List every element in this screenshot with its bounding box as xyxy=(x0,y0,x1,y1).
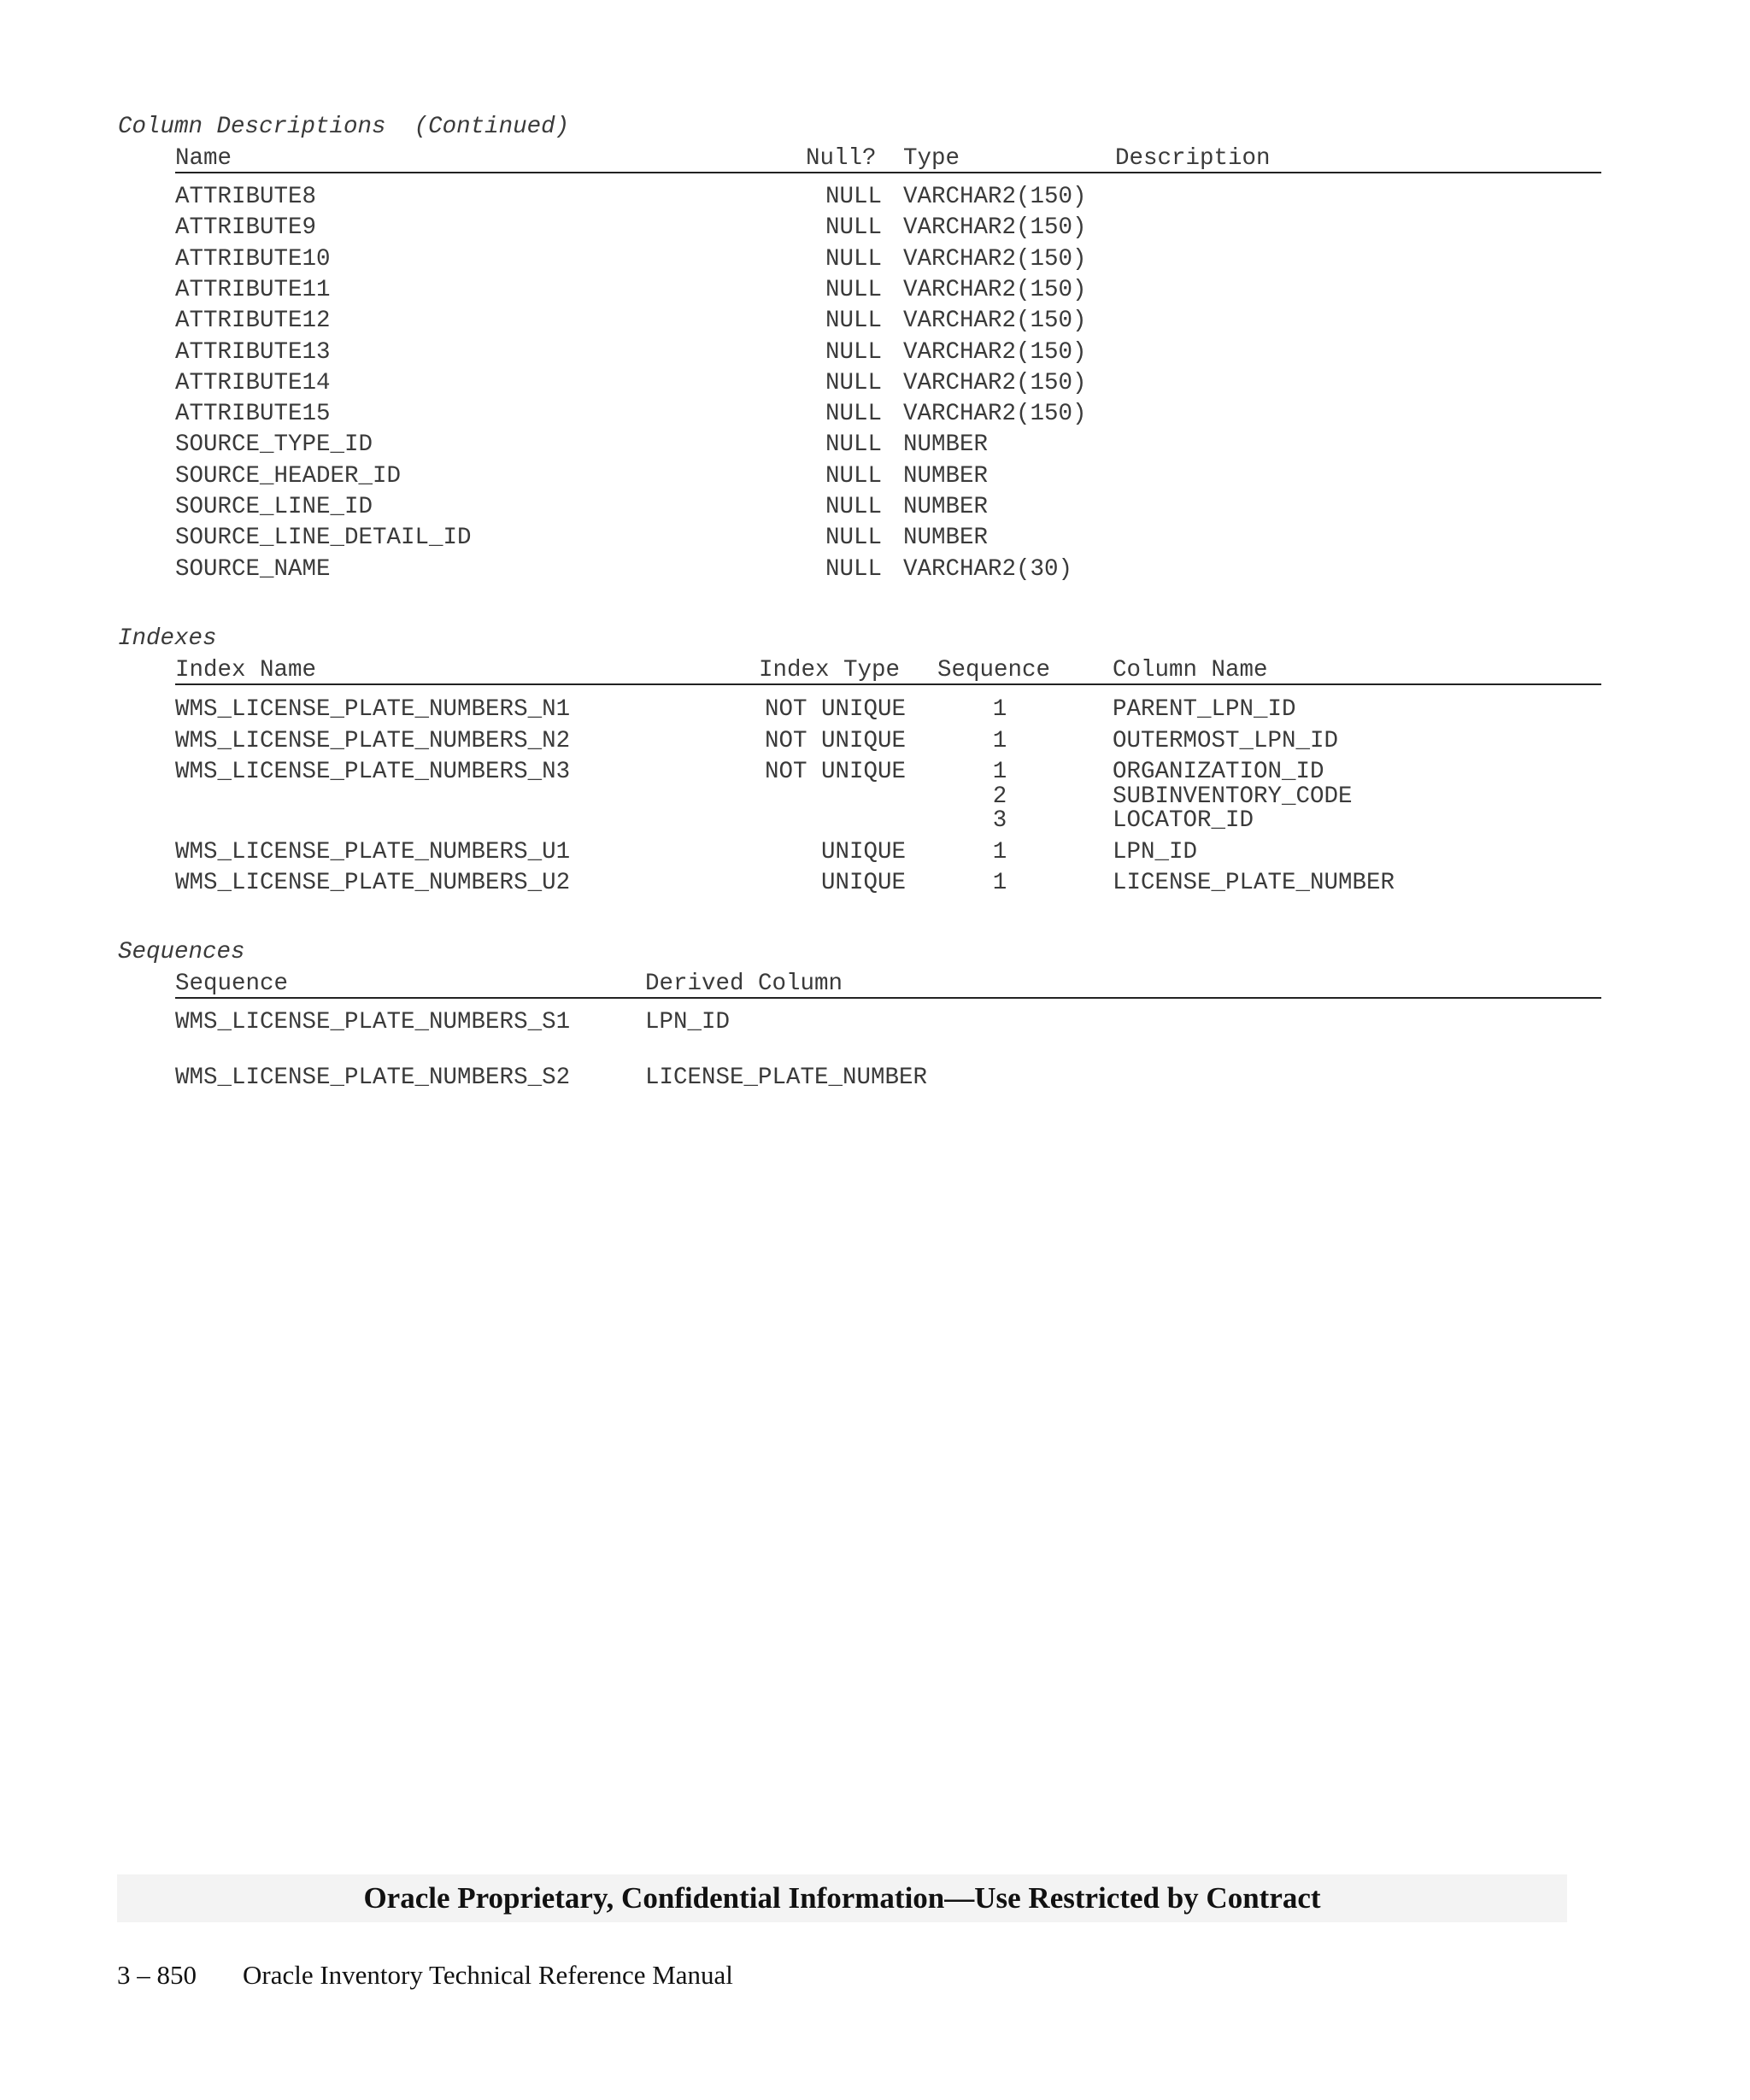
column-name-cell: SOURCE_LINE_DETAIL_ID xyxy=(175,525,472,551)
seq-header-sequence: Sequence xyxy=(175,971,289,997)
index-column-name-cell: OUTERMOST_LPN_ID xyxy=(1113,728,1339,754)
column-type-cell: VARCHAR2(150) xyxy=(903,277,1087,303)
column-type-cell: VARCHAR2(150) xyxy=(903,339,1087,366)
column-name-cell: SOURCE_NAME xyxy=(175,556,331,583)
column-name-cell: ATTRIBUTE11 xyxy=(175,277,331,303)
confidential-banner xyxy=(117,1874,1567,1922)
column-null-cell: NULL xyxy=(825,370,882,396)
column-name-cell: SOURCE_TYPE_ID xyxy=(175,431,373,458)
idx-header-column-name: Column Name xyxy=(1113,657,1268,683)
column-name-cell: SOURCE_HEADER_ID xyxy=(175,463,402,490)
column-name-cell: ATTRIBUTE15 xyxy=(175,401,331,427)
column-null-cell: NULL xyxy=(825,277,882,303)
index-column-name-cell: LOCATOR_ID xyxy=(1113,807,1254,834)
index-sequence-cell: 3 xyxy=(992,807,1007,834)
index-column-name-cell: ORGANIZATION_ID xyxy=(1113,759,1324,785)
column-null-cell: NULL xyxy=(825,494,882,520)
column-name-cell: ATTRIBUTE13 xyxy=(175,339,331,366)
index-type-cell: UNIQUE xyxy=(820,838,906,865)
indexes-title: Indexes xyxy=(118,625,217,652)
col-header-null: Null? xyxy=(806,145,877,172)
index-sequence-cell: 2 xyxy=(992,783,1007,810)
column-null-cell: NULL xyxy=(825,246,882,273)
column-descriptions-title xyxy=(118,112,569,143)
column-type-cell: VARCHAR2(150) xyxy=(903,370,1087,396)
sequences-title: Sequences xyxy=(118,939,245,965)
column-type-cell: VARCHAR2(150) xyxy=(903,401,1087,427)
sequence-derived-column-cell: LPN_ID xyxy=(645,1009,731,1035)
column-null-cell: NULL xyxy=(825,184,882,210)
column-type-cell: VARCHAR2(150) xyxy=(903,308,1087,334)
index-name-cell: WMS_LICENSE_PLATE_NUMBERS_U1 xyxy=(175,838,571,865)
index-name-cell: WMS_LICENSE_PLATE_NUMBERS_N3 xyxy=(175,759,571,785)
section-title-text: Column Descriptions xyxy=(118,114,386,140)
seq-header-derived-column: Derived Column xyxy=(645,971,843,997)
column-type-cell: NUMBER xyxy=(903,525,989,551)
column-null-cell: NULL xyxy=(825,308,882,334)
column-name-cell: ATTRIBUTE8 xyxy=(175,184,317,210)
column-null-cell: NULL xyxy=(825,525,882,551)
sequence-name-cell: WMS_LICENSE_PLATE_NUMBERS_S2 xyxy=(175,1065,571,1091)
index-name-cell: WMS_LICENSE_PLATE_NUMBERS_N1 xyxy=(175,696,571,723)
column-type-cell: NUMBER xyxy=(903,494,989,520)
indexes-header-rule xyxy=(175,683,1601,685)
column-type-cell: NUMBER xyxy=(903,431,989,458)
sequence-name-cell: WMS_LICENSE_PLATE_NUMBERS_S1 xyxy=(175,1009,571,1035)
index-column-name-cell: LPN_ID xyxy=(1113,839,1198,865)
column-type-cell: VARCHAR2(150) xyxy=(903,246,1087,273)
sequence-derived-column-cell: LICENSE_PLATE_NUMBER xyxy=(645,1065,928,1091)
column-name-cell: ATTRIBUTE14 xyxy=(175,370,331,396)
index-column-name-cell: SUBINVENTORY_CODE xyxy=(1113,783,1353,810)
column-name-cell: SOURCE_LINE_ID xyxy=(175,494,373,520)
page-number: 3 – 850 xyxy=(117,1960,197,1990)
idx-header-index-type: Index Type xyxy=(759,657,901,683)
column-type-cell: VARCHAR2(150) xyxy=(903,214,1087,241)
index-type-cell: UNIQUE xyxy=(820,870,906,896)
column-type-cell: NUMBER xyxy=(903,463,989,490)
column-null-cell: NULL xyxy=(825,556,882,583)
idx-header-index-name: Index Name xyxy=(175,657,317,683)
index-type-cell: NOT UNIQUE xyxy=(764,759,906,785)
column-null-cell: NULL xyxy=(825,463,882,490)
continued-label: (Continued) xyxy=(414,114,570,140)
column-null-cell: NULL xyxy=(825,401,882,427)
column-name-cell: ATTRIBUTE10 xyxy=(175,246,331,273)
column-null-cell: NULL xyxy=(825,431,882,458)
column-null-cell: NULL xyxy=(825,214,882,241)
column-null-cell: NULL xyxy=(825,339,882,366)
col-header-description: Description xyxy=(1115,145,1271,172)
manual-title: Oracle Inventory Technical Reference Manual xyxy=(243,1960,733,1990)
column-type-cell: VARCHAR2(150) xyxy=(903,184,1087,210)
index-name-cell: WMS_LICENSE_PLATE_NUMBERS_N2 xyxy=(175,727,571,754)
index-type-cell: NOT UNIQUE xyxy=(764,727,906,754)
idx-header-sequence: Sequence xyxy=(937,657,1051,683)
index-type-cell: NOT UNIQUE xyxy=(764,696,906,723)
col-header-type: Type xyxy=(903,145,960,172)
index-sequence-cell: 1 xyxy=(992,839,1007,865)
column-descriptions-header-rule xyxy=(175,172,1601,173)
index-column-name-cell: LICENSE_PLATE_NUMBER xyxy=(1113,870,1395,896)
index-sequence-cell: 1 xyxy=(992,696,1007,723)
index-name-cell: WMS_LICENSE_PLATE_NUMBERS_U2 xyxy=(175,870,571,896)
index-sequence-cell: 1 xyxy=(992,870,1007,896)
col-header-name: Name xyxy=(175,145,232,172)
index-sequence-cell: 1 xyxy=(992,759,1007,785)
column-name-cell: ATTRIBUTE12 xyxy=(175,308,331,334)
column-name-cell: ATTRIBUTE9 xyxy=(175,214,317,241)
column-type-cell: VARCHAR2(30) xyxy=(903,556,1073,583)
index-sequence-cell: 1 xyxy=(992,728,1007,754)
confidential-banner-text: Oracle Proprietary, Confidential Information––Use Restricted by Contract xyxy=(363,1881,1321,1915)
index-column-name-cell: PARENT_LPN_ID xyxy=(1113,696,1296,723)
sequences-header-rule xyxy=(175,997,1601,999)
